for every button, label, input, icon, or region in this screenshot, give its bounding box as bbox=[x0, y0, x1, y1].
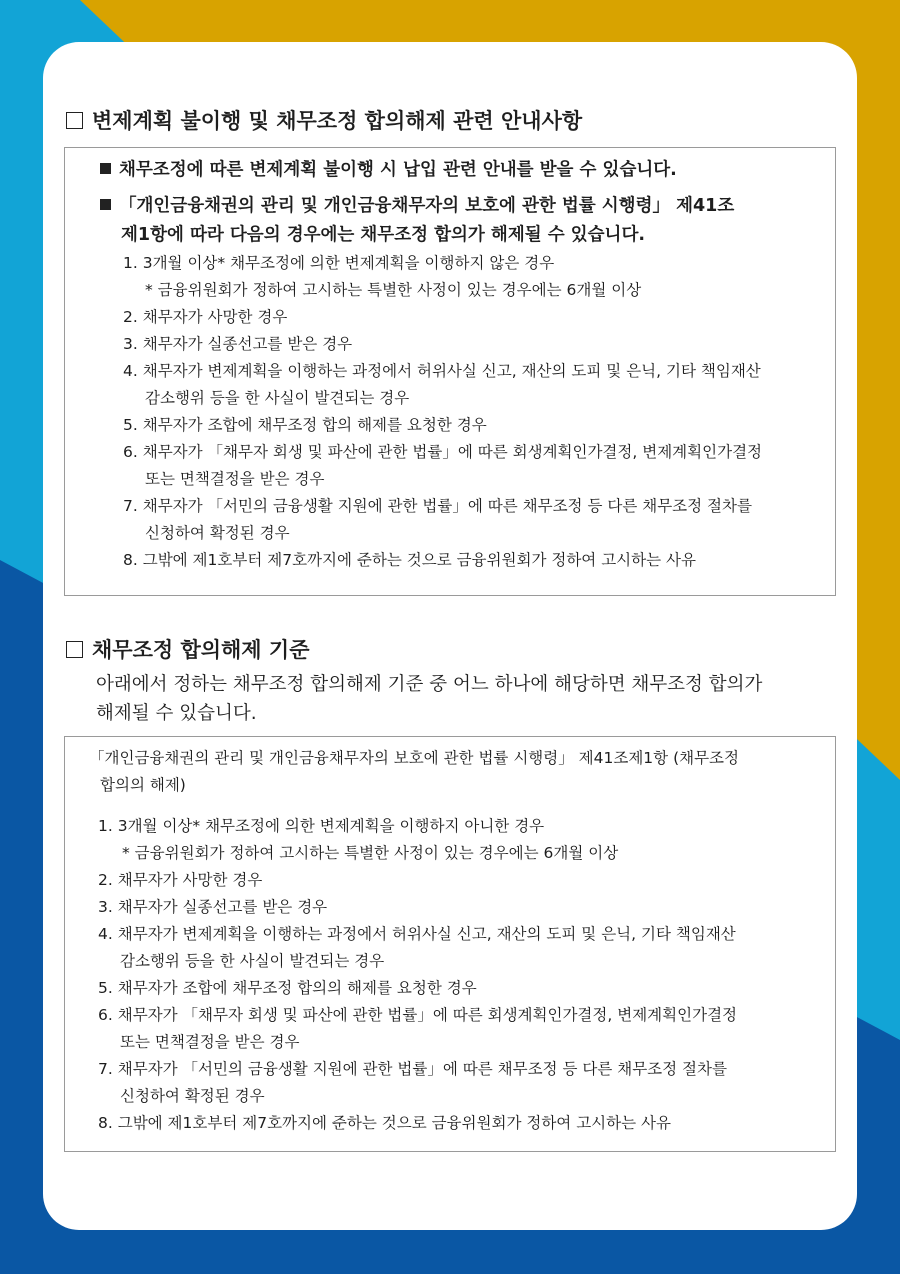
law-reference: 「개인금융채권의 관리 및 개인금융채무자의 보호에 관한 법률 시행령」 제41조제1항 (채무조정 bbox=[89, 749, 740, 767]
bullet-item-2-cont: 제1항에 따라 다음의 경우에는 채무조정 합의가 해제될 수 있습니다. bbox=[121, 225, 645, 245]
list-item-cont: 또는 면책결정을 받은 경우 bbox=[145, 470, 325, 488]
checkbox-square-icon bbox=[66, 641, 83, 658]
bullet-text: 「개인금융채권의 관리 및 개인금융채무자의 보호에 관한 법률 시행령」 제41조 bbox=[119, 196, 735, 216]
list-item: 8. 그밖에 제1호부터 제7호까지에 준하는 것으로 금융위원회가 정하여 고시하는 사유 bbox=[98, 1114, 671, 1132]
law-reference-cont: 합의의 해제) bbox=[100, 776, 186, 794]
section2-intro-line1: 아래에서 정하는 채무조정 합의해제 기준 중 어느 하나에 해당하면 채무조정 합의가 bbox=[96, 674, 763, 695]
list-item: 3. 채무자가 실종선고를 받은 경우 bbox=[123, 335, 353, 353]
list-item: 4. 채무자가 변제계획을 이행하는 과정에서 허위사실 신고, 재산의 도피 및 은닉, 기타 책임재산 bbox=[123, 362, 761, 380]
bullet-square-icon bbox=[100, 163, 111, 174]
list-item: 5. 채무자가 조합에 채무조정 합의 해제를 요청한 경우 bbox=[123, 416, 487, 434]
bullet-item-2 bbox=[100, 191, 734, 221]
checkbox-square-icon bbox=[66, 112, 83, 129]
bullet-item-1 bbox=[100, 155, 677, 185]
list-item-cont: 감소행위 등을 한 사실이 발견되는 경우 bbox=[120, 952, 385, 970]
list-item: 7. 채무자가 「서민의 금융생활 지원에 관한 법률」에 따른 채무조정 등 다른 채무조정 절차를 bbox=[98, 1060, 727, 1078]
list-item: 2. 채무자가 사망한 경우 bbox=[123, 308, 288, 326]
list-item-note: * 금융위원회가 정하여 고시하는 특별한 사정이 있는 경우에는 6개월 이상 bbox=[145, 281, 642, 299]
list-item-cont: 신청하여 확정된 경우 bbox=[145, 524, 290, 542]
list-item: 5. 채무자가 조합에 채무조정 합의의 해제를 요청한 경우 bbox=[98, 979, 477, 997]
section1-heading bbox=[66, 105, 582, 135]
list-item: 2. 채무자가 사망한 경우 bbox=[98, 871, 263, 889]
section1-title: 변제계획 불이행 및 채무조정 합의해제 관련 안내사항 bbox=[92, 109, 583, 133]
section2-panel bbox=[64, 736, 836, 1152]
bullet-square-icon bbox=[100, 199, 111, 210]
list-item: 4. 채무자가 변제계획을 이행하는 과정에서 허위사실 신고, 재산의 도피 및 은닉, 기타 책임재산 bbox=[98, 925, 736, 943]
list-item-cont: 신청하여 확정된 경우 bbox=[120, 1087, 265, 1105]
list-item: 1. 3개월 이상* 채무조정에 의한 변제계획을 이행하지 않은 경우 bbox=[123, 254, 555, 272]
list-item-cont: 감소행위 등을 한 사실이 발견되는 경우 bbox=[145, 389, 410, 407]
section2-title: 채무조정 합의해제 기준 bbox=[92, 638, 310, 662]
list-item: 8. 그밖에 제1호부터 제7호까지에 준하는 것으로 금융위원회가 정하여 고시하는 사유 bbox=[123, 551, 696, 569]
list-item: 3. 채무자가 실종선고를 받은 경우 bbox=[98, 898, 328, 916]
section1-panel bbox=[64, 147, 836, 596]
list-item-note: * 금융위원회가 정하여 고시하는 특별한 사정이 있는 경우에는 6개월 이상 bbox=[122, 844, 619, 862]
section2-intro-line2: 해제될 수 있습니다. bbox=[96, 703, 257, 724]
list-item: 6. 채무자가 「채무자 회생 및 파산에 관한 법률」에 따른 회생계획인가결정, 변제계획인가결정 bbox=[123, 443, 763, 461]
list-item-cont: 또는 면책결정을 받은 경우 bbox=[120, 1033, 300, 1051]
list-item: 6. 채무자가 「채무자 회생 및 파산에 관한 법률」에 따른 회생계획인가결정, 변제계획인가결정 bbox=[98, 1006, 738, 1024]
list-item: 1. 3개월 이상* 채무조정에 의한 변제계획을 이행하지 아니한 경우 bbox=[98, 817, 545, 835]
bullet-text: 채무조정에 따른 변제계획 불이행 시 납입 관련 안내를 받을 수 있습니다. bbox=[119, 160, 677, 180]
list-item: 7. 채무자가 「서민의 금융생활 지원에 관한 법률」에 따른 채무조정 등 다른 채무조정 절차를 bbox=[123, 497, 752, 515]
section2-heading bbox=[66, 634, 309, 664]
